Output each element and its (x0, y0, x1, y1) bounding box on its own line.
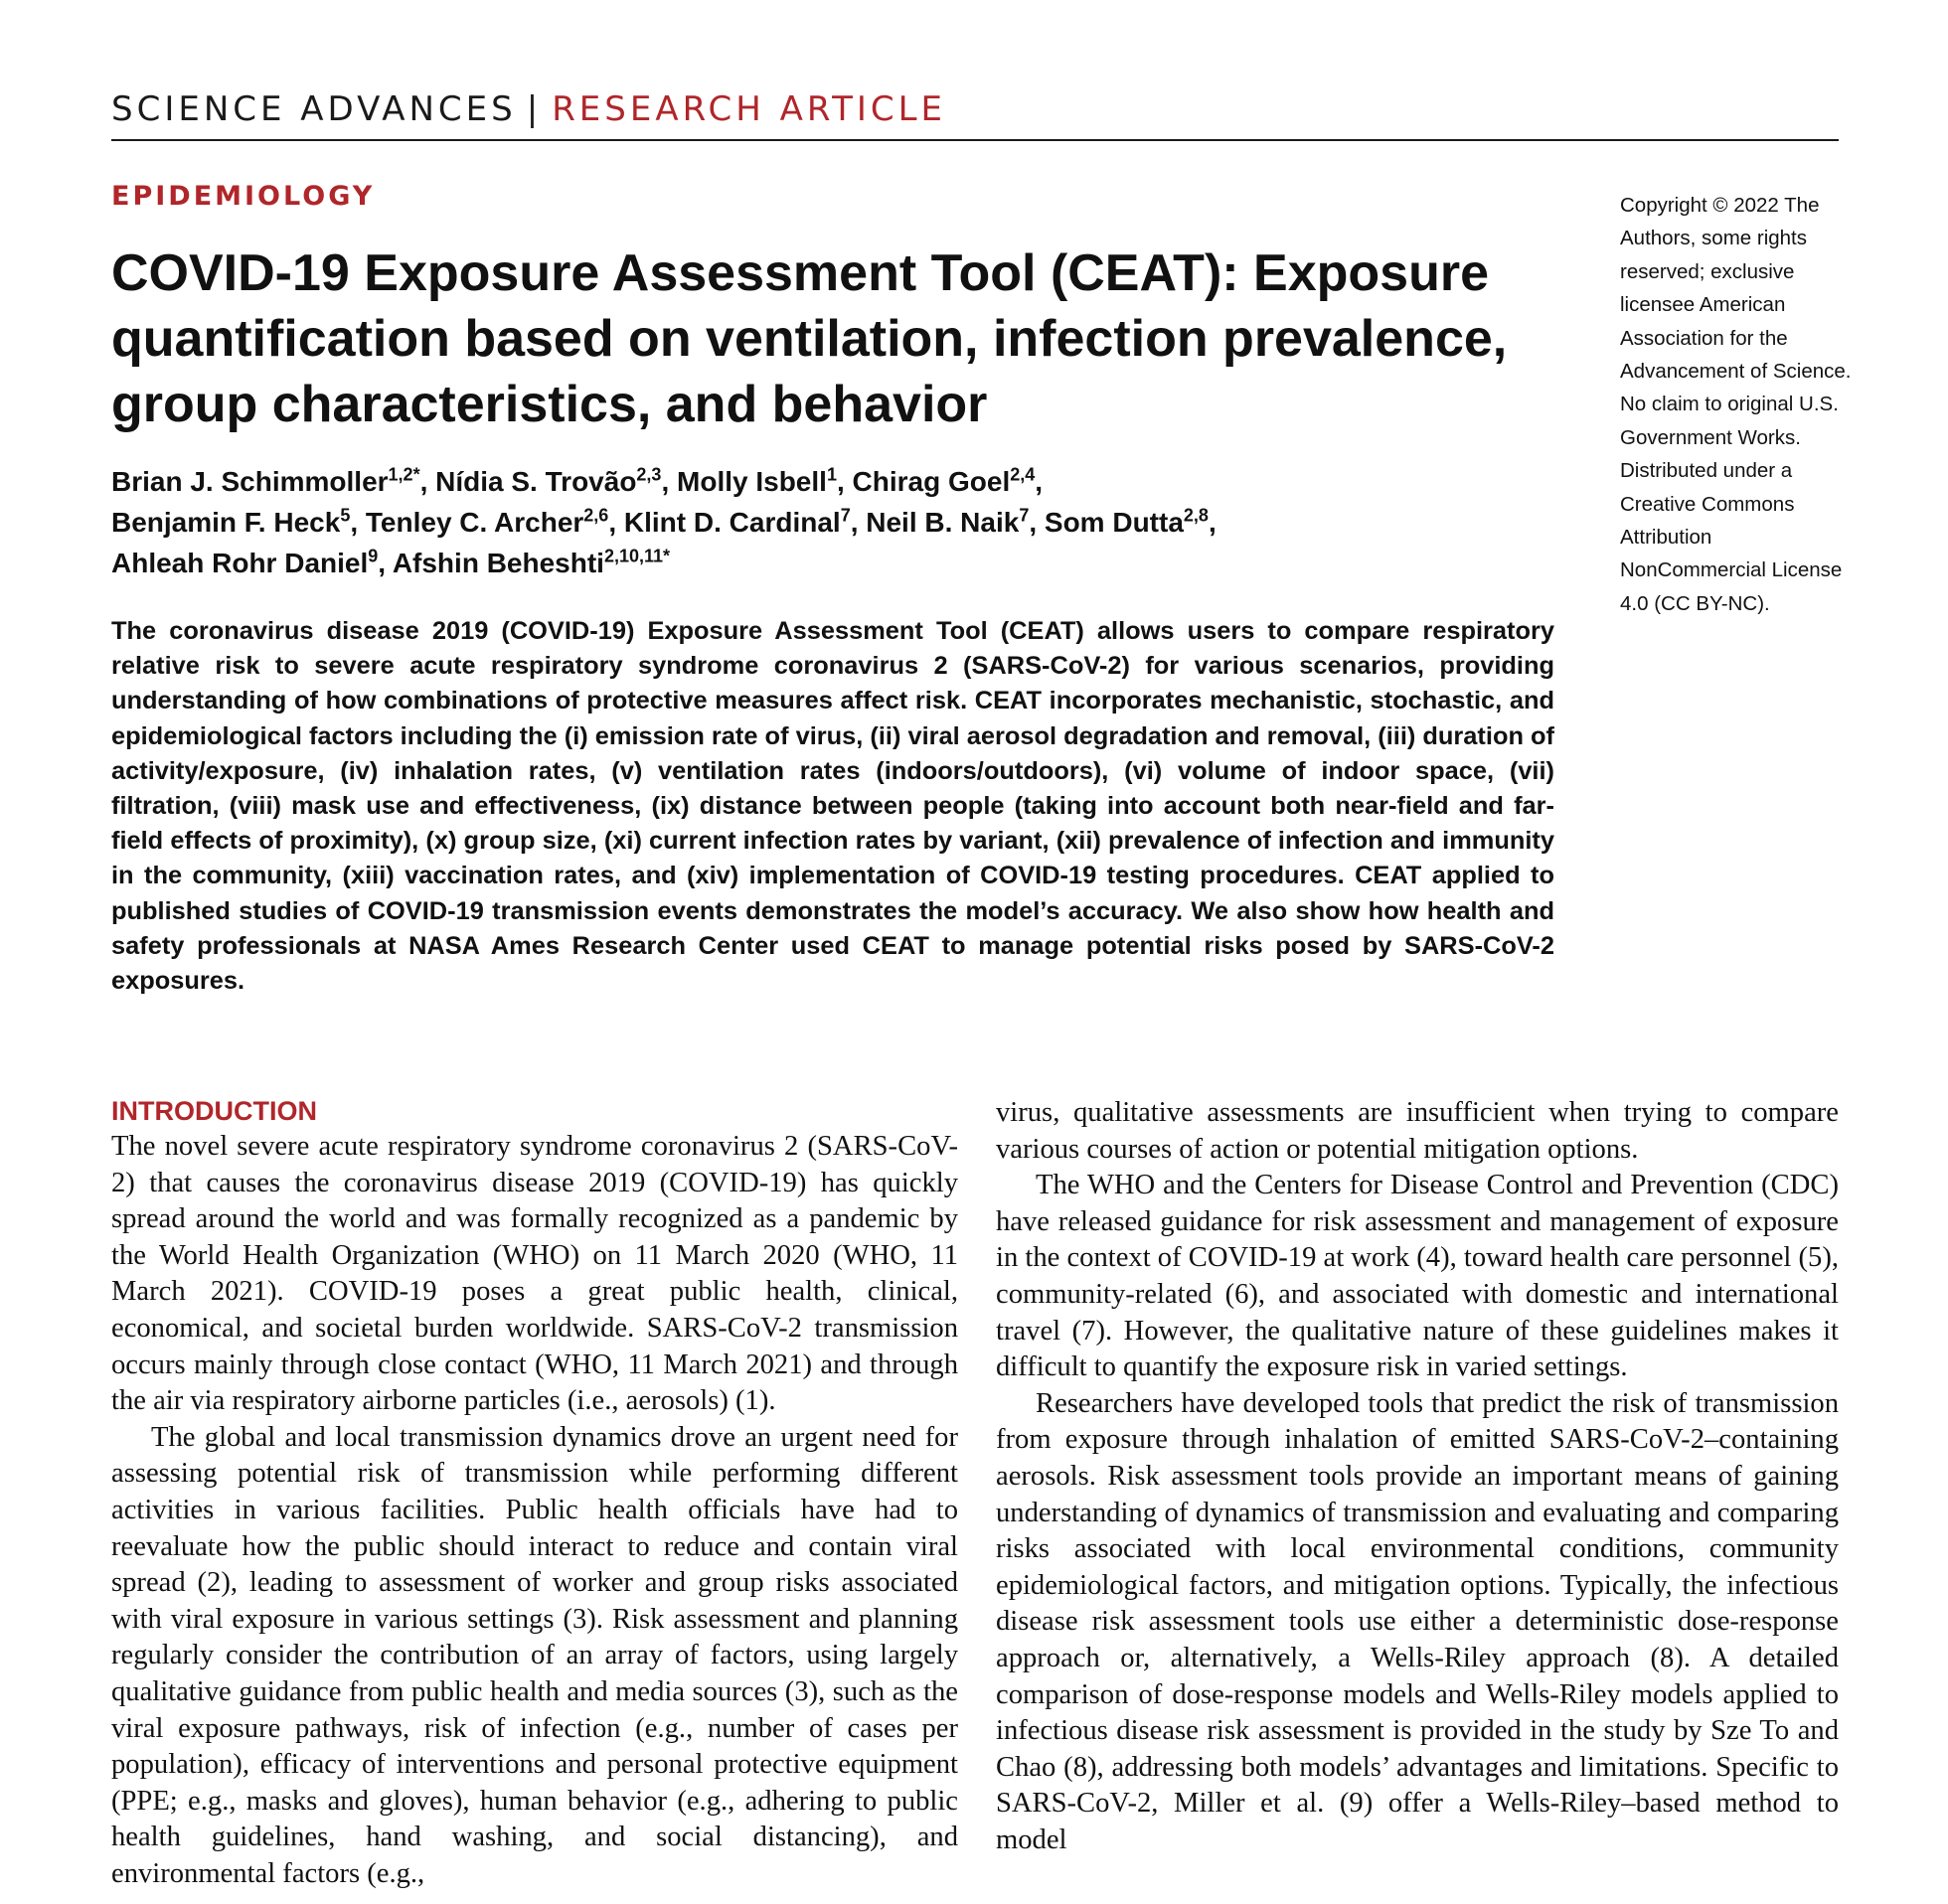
body-paragraph: Researchers have developed tools that predict the risk of transmission from exposure through inhalation of emitted SARS-CoV-2–containing aerosols. Risk assessment tools provide an important means of gaining understanding of dynamics of transmission and evaluating and comparing risks associated with local environmental conditions, community epidemiological factors, and mitigation options. Typically, the infectious disease risk assessment tools use either a deterministic dose-response approach or, alternatively, a Wells-Riley approach (8). A detailed comparison of dose-response models and Wells-Riley models applied to infectious disease risk assessment is provided in the study by Sze To and Chao (8), addressing both models’ advantages and limitations. Specific to SARS-CoV-2, Miller et al. (9) offer a Wells-Riley–based method to model (996, 1387, 1839, 1855)
author[interactable]: Tenley C. Archer$^{2,6}$ (365, 505, 609, 538)
body-column-left (111, 1093, 958, 1892)
body-column-right (996, 1095, 1839, 1858)
body-paragraph: virus, qualitative assessments are insufficient when trying to compare various courses of action or potential mitigation options. (996, 1097, 1839, 1165)
author[interactable]: Afshin Beheshti$^{2,10,11*}$ (392, 546, 671, 578)
copyright-notice: Copyright © 2022 The Authors, some rights reserved; exclusive licensee American Association for the Advancement of Science. No claim to original U.S. Government Works. Distributed under a Creative Commons Attribution NonCommercial License 4.0 (CC BY-NC). (1620, 194, 1852, 615)
body-paragraph: The WHO and the Centers for Disease Control and Prevention (CDC) have released guidance for risk assessment and management of exposure in the context of COVID-19 at work (4), toward health care personnel (5), community-related (6), and associated with domestic and international travel (7). However, the qualitative nature of these guidelines makes it difficult to quantify the exposure risk in varied settings. (996, 1170, 1839, 1383)
header-rule (111, 139, 1839, 141)
author[interactable]: Nídia S. Trovão$^{2,3}$ (435, 464, 662, 497)
article-title: COVID-19 Exposure Assessment Tool (CEAT): Exposure quantification based on ventilation, infection prevalence, group characteristics, and behavior (111, 244, 1508, 433)
section-heading-introduction: INTRODUCTION (111, 1096, 317, 1126)
author[interactable]: Som Dutta$^{2,8}$ (1044, 505, 1209, 538)
abstract: The coronavirus disease 2019 (COVID-19) Exposure Assessment Tool (CEAT) allows users to compare respiratory relative risk to severe acute respiratory syndrome coronavirus 2 (SARS-CoV-2) for various scenarios, providing understanding of how combinations of protective measures affect risk. CEAT incorporates mechanistic, stochastic, and epidemiological factors including the (i) emission rate of virus, (ii) viral aerosol degradation and removal, (iii) duration of activity/exposure, (iv) inhalation rates, (v) ventilation rates (indoors/outdoors), (vi) volume of indoor space, (vii) filtration, (viii) mask use and effectiveness, (ix) distance between people (taking into account both near-field and far-field effects of proximity), (x) group size, (xi) current infection rates by variant, (xii) prevalence of infection and immunity in the community, (xiii) vaccination rates, and (xiv) implementation of COVID-19 testing procedures. CEAT applied to published studies of COVID-19 transmission events demonstrates the model’s accuracy. We also show how health and safety professionals at NASA Ames Research Center used CEAT to manage potential risks posed by SARS-CoV-2 exposures. (111, 617, 1554, 996)
journal-header (111, 83, 1839, 135)
author[interactable]: Molly Isbell$^1$ (677, 464, 837, 497)
article-type: RESEARCH ARTICLE (552, 89, 947, 129)
body-paragraph: The global and local transmission dynamics drove an urgent need for assessing potential risk of transmission while performing different activities in various facilities. Public health officials have had to reevaluate how the public should interact to reduce and contain viral spread (2), leading to assessment of worker and group risks associated with viral exposure in various settings (3). Risk assessment and planning regularly consider the contribution of an array of factors, using largely qualitative guidance from public health and media sources (3), such as the viral exposure pathways, risk of infection (e.g., number of cases per population), efficacy of interventions and personal protective equipment (PPE; e.g., masks and gloves), human behavior (e.g., adhering to public health guidelines, hand washing, and social distancing), and environmental factors (e.g., (111, 1421, 958, 1889)
journal-name: SCIENCE ADVANCES (111, 89, 517, 129)
author[interactable]: Benjamin F. Heck$^5$ (111, 505, 351, 538)
author[interactable]: Neil B. Naik$^7$ (866, 505, 1030, 538)
subject-tag: EPIDEMIOLOGY (111, 181, 376, 212)
body-paragraph: The novel severe acute respiratory syndrome coronavirus 2 (SARS-CoV-2) that causes the coronavirus disease 2019 (COVID-19) has quickly spread around the world and was formally recognized as a pandemic by the World Health Organization (WHO) on 11 March 2020 (WHO, 11 March 2021). COVID-19 poses a great public health, clinical, economical, and societal burden worldwide. SARS-CoV-2 transmission occurs mainly through close contact (WHO, 11 March 2021) and through the air via respiratory airborne particles (i.e., aerosols) (1). (111, 1131, 958, 1417)
author[interactable]: Chirag Goel$^{2,4}$ (852, 464, 1036, 497)
author[interactable]: Ahleah Rohr Daniel$^9$ (111, 546, 379, 578)
author[interactable]: Klint D. Cardinal$^7$ (623, 505, 851, 538)
author-list: Brian J. Schimmoller$^{1,2*}$, Nídia S. Trovão$^{2,3}$, Molly Isbell$^1$, Chirag Goel$^{2,4}$, Benjamin F. Heck$^5$, Tenley C. Archer$^{2,6}$, Klint D. Cardinal$^7$, Neil B. Naik$^7$, Som Dutta$^{2,8}$, Ahleah Rohr Daniel$^9$, Afshin Beheshti$^{2,10,11*}$ (111, 464, 1217, 578)
author[interactable]: Brian J. Schimmoller$^{1,2*}$ (111, 464, 420, 497)
header-separator: | (526, 89, 543, 129)
